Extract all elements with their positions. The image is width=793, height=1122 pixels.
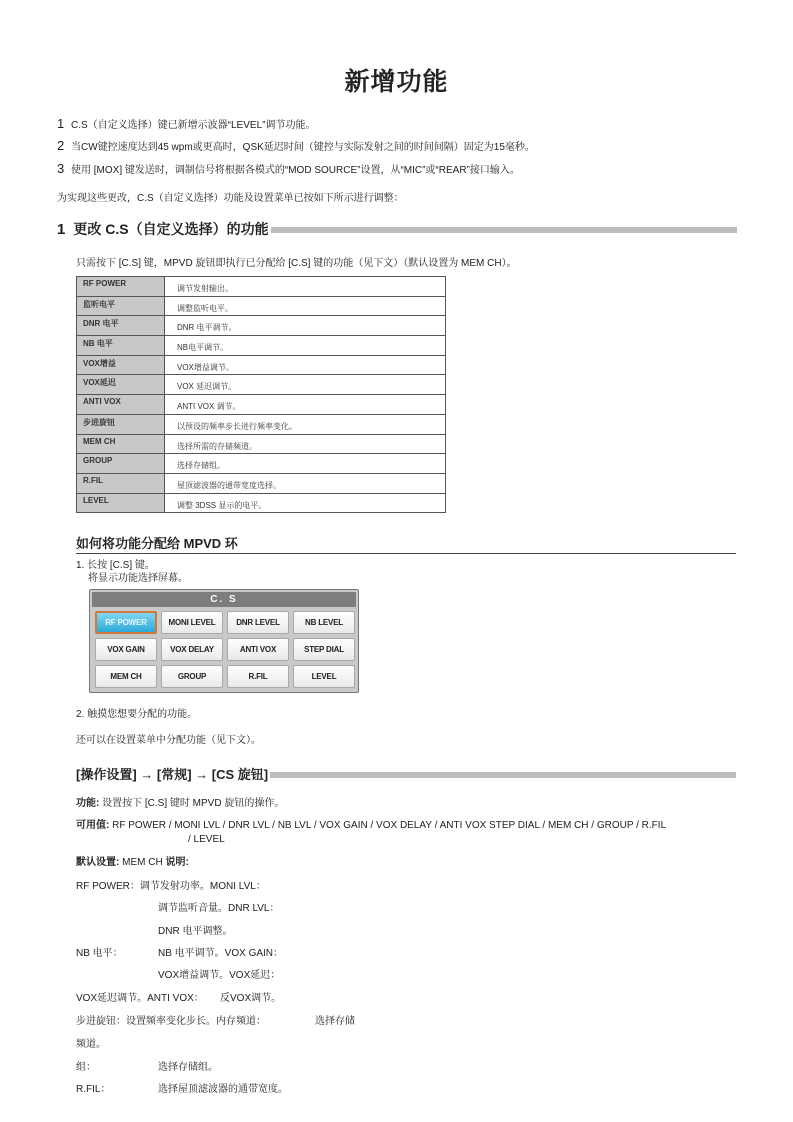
explain-line: 组： (76, 1062, 96, 1073)
values-text-cont: / LEVEL (188, 834, 225, 845)
values-text: RF POWER / MONI LVL / DNR LVL / NB LVL / VOX GAIN / VOX DELAY / ANTI VOX STEP DIAL / MEM CH / GROUP / R.FIL (112, 820, 667, 831)
cs-button-mem-ch[interactable]: MEM CH (95, 665, 157, 688)
table-row (77, 414, 446, 434)
table-row (77, 355, 446, 375)
intro-item-1 (57, 116, 315, 131)
explain-line: 选择存储组。 (158, 1062, 218, 1073)
function-key: GROUP (77, 454, 165, 474)
cs-button-vox-gain[interactable]: VOX GAIN (95, 638, 157, 661)
function-key: 监听电平 (77, 296, 165, 316)
function-desc: 调整 3DSS 显示的电平。 (165, 493, 446, 513)
function-key: NB 电平 (77, 336, 165, 356)
explain-line: NB 电平： (76, 948, 123, 959)
intro-number: 2 (57, 138, 65, 153)
function-key: DNR 电平 (77, 316, 165, 336)
table-row (77, 395, 446, 415)
intro-number: 3 (57, 161, 65, 176)
default-text: MEM CH (122, 857, 163, 868)
function-line: 功能: 设置按下 [C.S] 键时 MPVD 旋钮的操作。 (76, 798, 285, 809)
explain-line: DNR 电平调整。 (158, 926, 233, 937)
function-text: 设置按下 [C.S] 键时 MPVD 旋钮的操作。 (102, 798, 285, 809)
cs-button-group[interactable]: GROUP (161, 665, 223, 688)
explain-line: 步进旋钮：设置频率变化步长。内存频道： (76, 1016, 266, 1027)
function-key: LEVEL (77, 493, 165, 513)
table-row (77, 277, 446, 297)
function-label: 功能 (76, 798, 96, 809)
cs-function-screen (89, 589, 359, 693)
intro-text: 使用 [MOX] 键发送时，调制信号将根据各模式的“MOD SOURCE”设置，从“MIC”或“REAR”接口输入。 (71, 165, 520, 176)
table-row (77, 454, 446, 474)
function-desc: 选择存储组。 (165, 454, 446, 474)
function-key: RF POWER (77, 277, 165, 297)
values-label: 可用值 (76, 820, 106, 831)
function-key: MEM CH (77, 434, 165, 454)
function-desc: 选择所需的存储频道。 (165, 434, 446, 454)
function-key: ANTI VOX (77, 395, 165, 415)
function-desc: 调整监听电平。 (165, 296, 446, 316)
default-line: 默认设置: MEM CH 说明: (76, 857, 189, 868)
cs-button-dnr-level[interactable]: DNR LEVEL (227, 611, 289, 634)
cs-button-rf-power[interactable]: RF POWER (95, 611, 157, 634)
section-title: 更改 C.S（自定义选择）的功能 (73, 221, 269, 237)
cs-button-grid (90, 607, 358, 692)
table-row (77, 473, 446, 493)
function-table (76, 276, 446, 513)
heading-bar (270, 772, 736, 778)
menu-path-heading (76, 764, 736, 783)
table-row (77, 336, 446, 356)
cs-button-nb-level[interactable]: NB LEVEL (293, 611, 355, 634)
intro-note: 为实现这些更改，C.S（自定义选择）功能及设置菜单已按如下所示进行调整： (57, 193, 404, 204)
cs-button-r-fil[interactable]: R.FIL (227, 665, 289, 688)
explain-line: 选择存储 (315, 1016, 355, 1027)
function-desc: DNR 电平调节。 (165, 316, 446, 336)
step-1-sub: 将显示功能选择屏幕。 (88, 573, 188, 584)
step-1: 1. 长按 [C.S] 键。 (76, 560, 155, 571)
explain-line: R.FIL： (76, 1084, 111, 1095)
table-row (77, 316, 446, 336)
also-note: 还可以在设置菜单中分配功能（见下文）。 (76, 735, 261, 746)
function-key: VOX增益 (77, 355, 165, 375)
section-1-heading (57, 219, 737, 239)
explain-line: 选择屋顶滤波器的通带宽度。 (158, 1084, 288, 1095)
table-row (77, 296, 446, 316)
function-desc: ANTI VOX 调节。 (165, 395, 446, 415)
default-label: 默认设置 (76, 857, 116, 868)
cs-button-vox-delay[interactable]: VOX DELAY (161, 638, 223, 661)
function-desc: 调节发射输出。 (165, 277, 446, 297)
values-line: 可用值: RF POWER / MONI LVL / DNR LVL / NB LVL / VOX GAIN / VOX DELAY / ANTI VOX STEP DIAL / MEM CH / GROUP / R.FIL (76, 820, 667, 831)
cs-button-anti-vox[interactable]: ANTI VOX (227, 638, 289, 661)
intro-item-2 (57, 138, 535, 153)
menu-path-title: [操作设置] → [常规] → [CS 旋钮] (76, 767, 269, 782)
function-desc: VOX 延迟调节。 (165, 375, 446, 395)
function-key: 步进旋钮 (77, 414, 165, 434)
explain-label: 说明: (165, 857, 189, 868)
intro-text: 当CW键控速度达到45 wpm或更高时，QSK延迟时间（键控与实际发射之间的时间间隔）固定为15毫秒。 (71, 142, 535, 153)
explain-line: VOX延迟调节。ANTI VOX： (76, 993, 204, 1004)
table-row (77, 493, 446, 513)
explain-line: 频道。 (76, 1039, 106, 1050)
intro-text: C.S（自定义选择）键已新增示波器“LEVEL”调节功能。 (71, 120, 316, 131)
intro-number: 1 (57, 116, 65, 131)
table-row (77, 375, 446, 395)
function-desc: VOX增益调节。 (165, 355, 446, 375)
table-row (77, 434, 446, 454)
explain-line: NB 电平调节。VOX GAIN： (158, 948, 284, 959)
function-desc: 屋顶滤波器的通带宽度选择。 (165, 473, 446, 493)
cs-button-level[interactable]: LEVEL (293, 665, 355, 688)
explain-line: VOX增益调节。VOX延迟： (158, 970, 281, 981)
function-desc: 以预设的频率步长进行频率变化。 (165, 414, 446, 434)
explain-line: RF POWER：调节发射功率。MONI LVL： (76, 881, 266, 892)
function-desc: NB电平调节。 (165, 336, 446, 356)
explain-line: 调节监听音量。DNR LVL： (158, 903, 280, 914)
section-1-description: 只需按下 [C.S] 键，MPVD 旋钮即执行已分配给 [C.S] 键的功能（见下文）（默认设置为 MEM CH）。 (76, 258, 517, 269)
cs-button-step-dial[interactable]: STEP DIAL (293, 638, 355, 661)
page-title: 新增功能 (344, 68, 449, 96)
function-key: VOX延迟 (77, 375, 165, 395)
section-number: 1 (57, 220, 66, 238)
howto-heading: 如何将功能分配给 MPVD 环 (76, 533, 736, 554)
function-key: R.FIL (77, 473, 165, 493)
step-2: 2. 触摸您想要分配的功能。 (76, 709, 198, 720)
cs-button-moni-level[interactable]: MONI LEVEL (161, 611, 223, 634)
heading-bar (271, 227, 737, 233)
intro-item-3 (57, 161, 520, 176)
explain-line: 反VOX调节。 (220, 993, 282, 1004)
cs-screen-title: C. S (92, 592, 356, 607)
